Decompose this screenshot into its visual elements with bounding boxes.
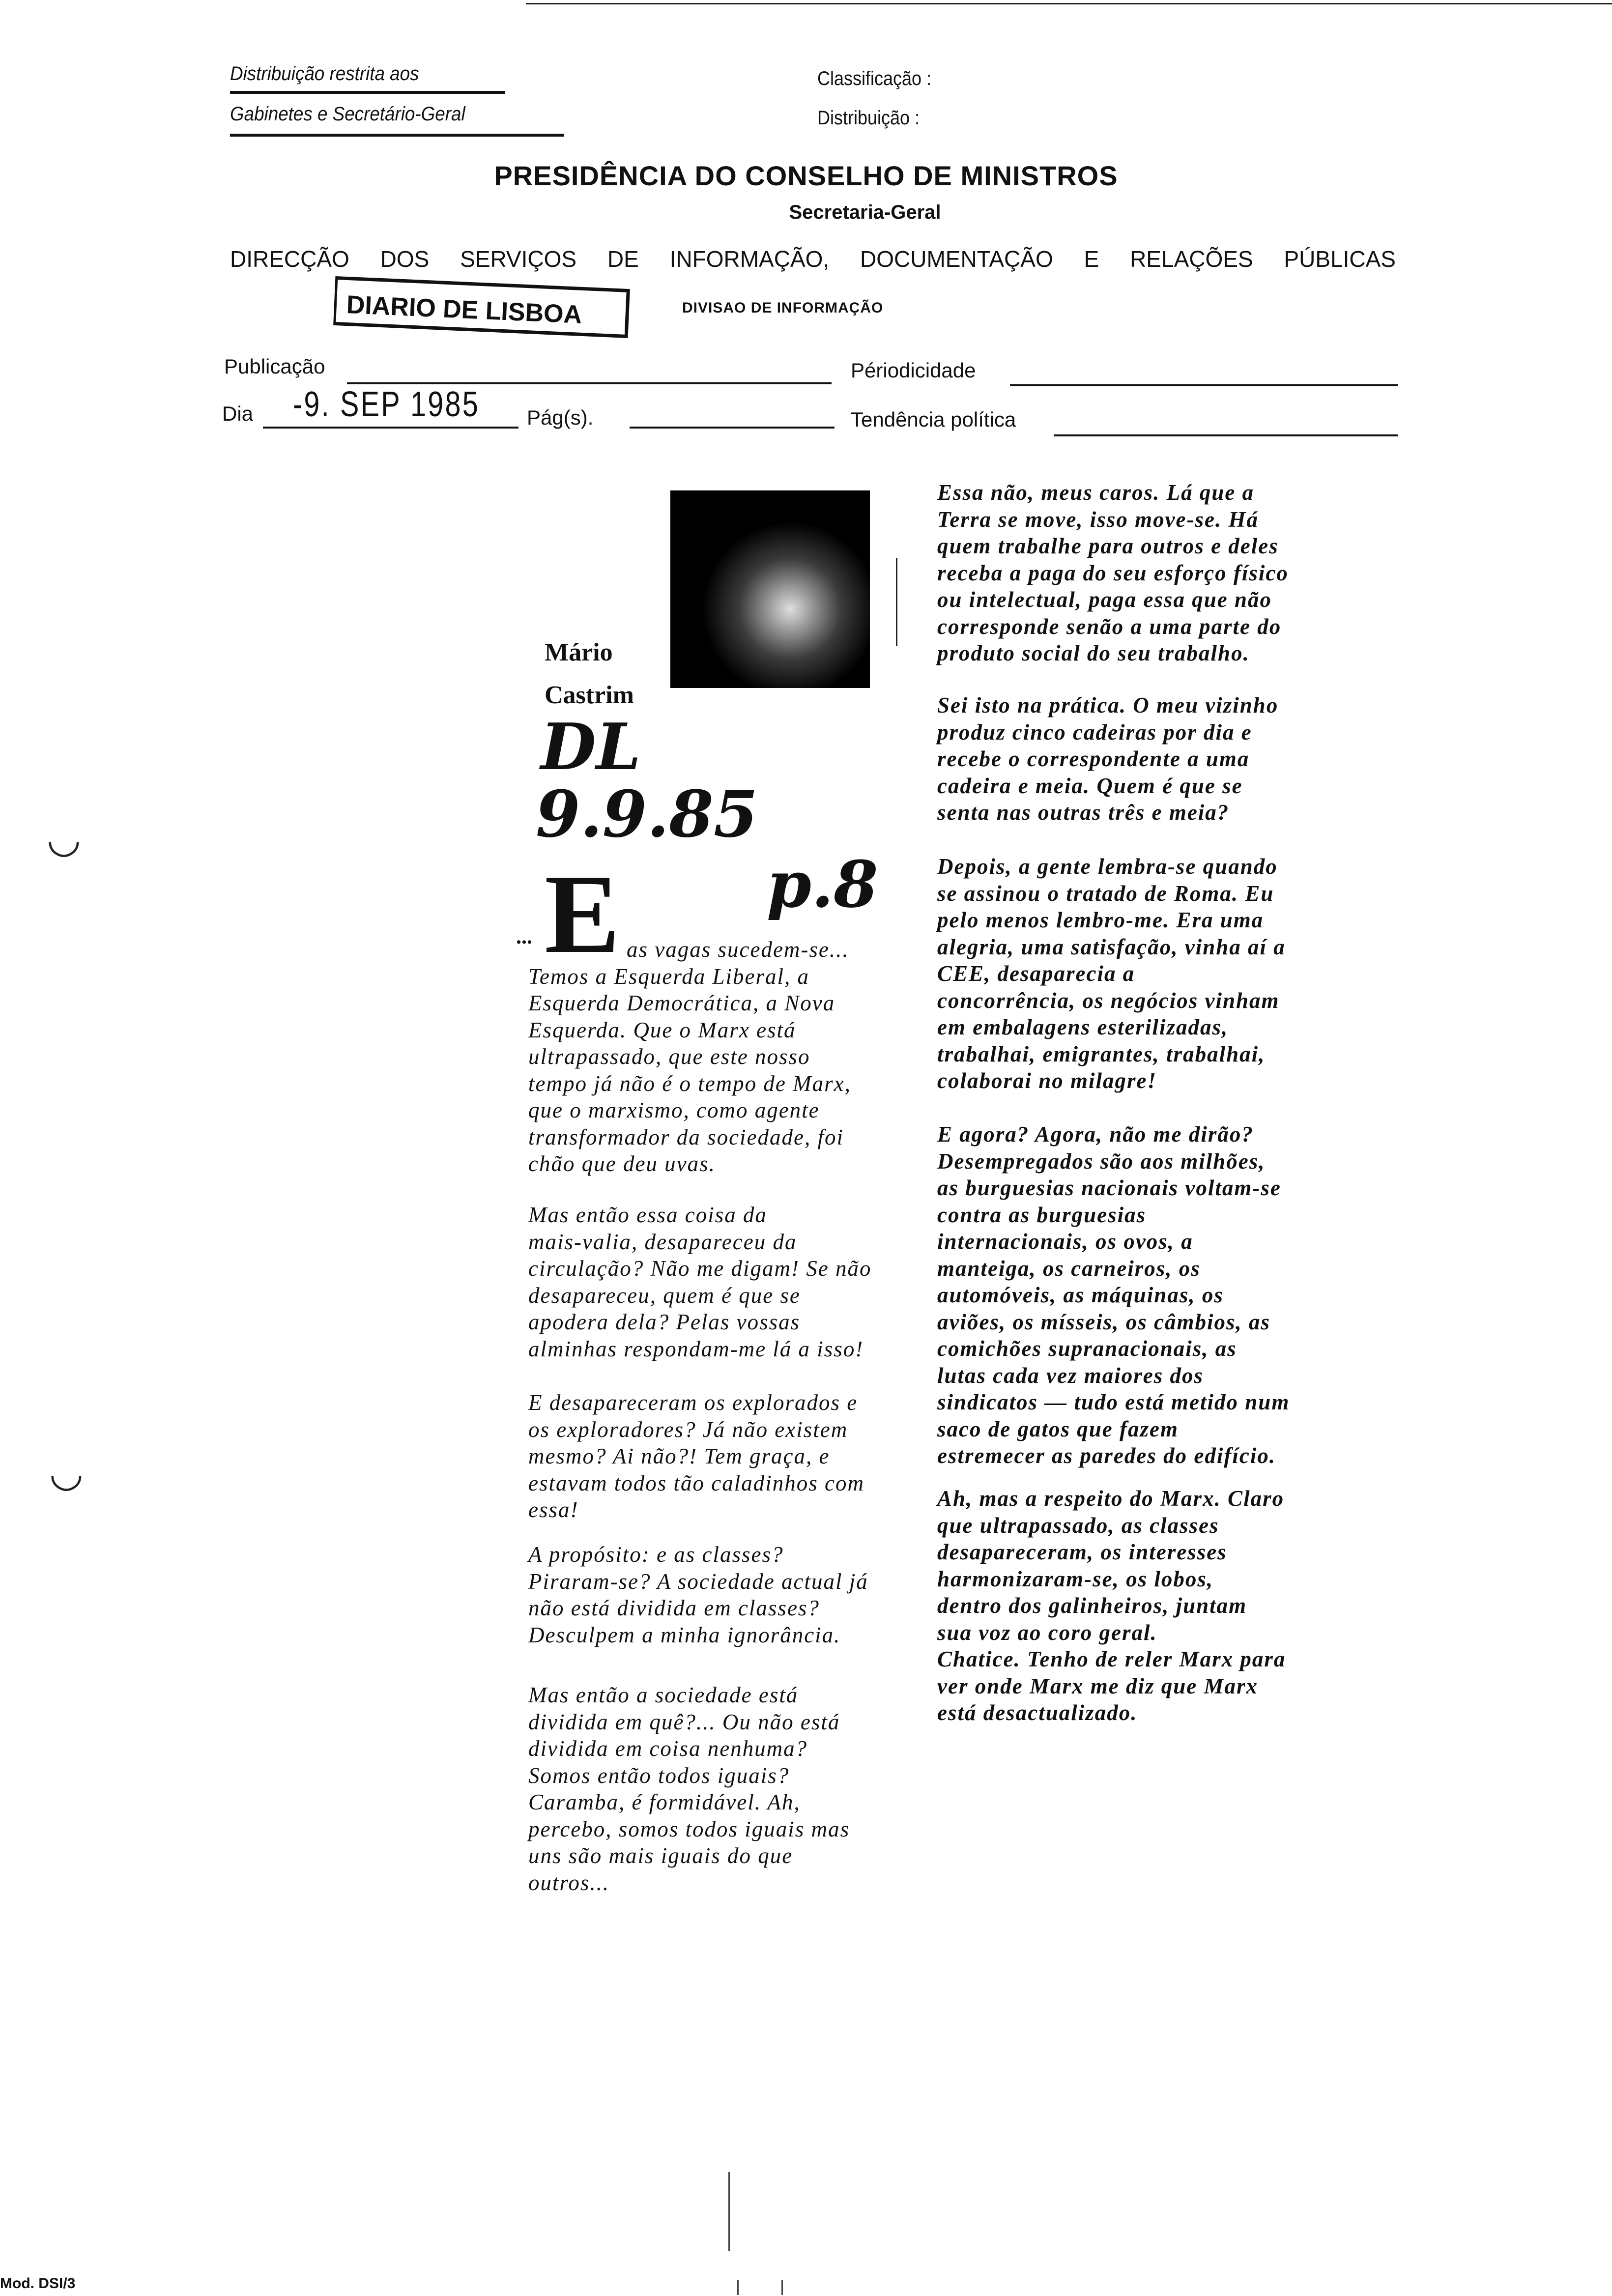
text-line: trabalhai, emigrantes, trabalhai, (937, 1041, 1266, 1066)
author-first-name: Mário (545, 638, 613, 666)
text-line: sindicatos — tudo está metido num (937, 1390, 1290, 1414)
text-line: as vagas sucedem-se... (627, 937, 849, 962)
drop-cap: E (545, 851, 620, 976)
text-line: transformador da sociedade, foi (528, 1124, 844, 1149)
directorate-word: E (1084, 246, 1099, 272)
day-label: Dia (222, 402, 254, 425)
text-line: automóveis, as máquinas, os (937, 1283, 1224, 1307)
text-line: cadeira e meia. Quem é que se (937, 773, 1243, 798)
text-line: aviões, os mísseis, os câmbios, as (937, 1309, 1271, 1334)
text-line: estremecer as paredes do edifício. (937, 1443, 1276, 1468)
lead-ellipsis: ... (516, 924, 532, 948)
top-border-line (526, 3, 1612, 4)
article-paragraph (528, 936, 851, 1177)
text-line: os exploradores? Já não existem (528, 1417, 848, 1442)
text-line: saco de gatos que fazem (937, 1416, 1179, 1441)
text-line: outros... (528, 1870, 610, 1895)
article-paragraph (528, 1389, 864, 1523)
text-line: está desactualizado. (937, 1700, 1138, 1725)
text-line: essa! (528, 1497, 579, 1522)
directorate-word: INFORMAÇÃO, (669, 246, 830, 272)
publication-label: Publicação (224, 355, 325, 378)
text-line: recebe o correspondente a uma (937, 746, 1250, 771)
directorate-word: DOCUMENTAÇÃO (860, 246, 1053, 272)
handwritten-note-page: p.8 (767, 847, 878, 922)
article-paragraph (937, 479, 1289, 667)
text-line: Esquerda. Que o Marx está (528, 1017, 796, 1042)
text-line: dentro dos galinheiros, juntam (937, 1593, 1247, 1618)
text-line: manteiga, os carneiros, os (937, 1256, 1201, 1281)
text-line: Depois, a gente lembra-se quando (937, 854, 1278, 879)
underline (230, 134, 564, 137)
directorate-word: RELAÇÕES (1130, 246, 1253, 272)
text-line: alegria, uma satisfação, vinha aí a (937, 934, 1286, 959)
underline (230, 91, 505, 94)
article-paragraph (937, 1485, 1286, 1726)
text-line: Somos então todos iguais? (528, 1763, 790, 1788)
text-line: se assinou o tratado de Roma. Eu (937, 881, 1274, 906)
text-line: dividida em quê?... Ou não está (528, 1709, 840, 1734)
directorate-word: SERVIÇOS (460, 246, 577, 272)
column-rule (896, 558, 897, 646)
form-code: Mod. DSI/3 (0, 2275, 76, 2292)
text-line: Essa não, meus caros. Lá que a (937, 480, 1255, 505)
text-line: Piraram-se? A sociedade actual já (528, 1569, 868, 1594)
text-line: que o marxismo, como agente (528, 1098, 820, 1122)
text-line: receba a paga do seu esforço físico (937, 560, 1289, 585)
text-line: dividida em coisa nenhuma? (528, 1736, 808, 1761)
text-line: E desapareceram os explorados e (528, 1390, 858, 1415)
text-line: corresponde senão a uma parte do (937, 614, 1282, 639)
handwritten-note-source: DL (541, 709, 641, 784)
scan-artifact-line (781, 2280, 783, 2295)
pages-label: Pág(s). (527, 406, 594, 429)
subtitle: Secretaria-Geral (789, 201, 941, 223)
restricted-distribution-line2: Gabinetes e Secretário-Geral (230, 103, 465, 125)
text-line: ou intelectual, paga essa que não (937, 587, 1272, 612)
text-line: as burguesias nacionais voltam-se (937, 1176, 1281, 1200)
text-line: Mas então essa coisa da (528, 1203, 767, 1227)
text-line: senta nas outras três e meia? (937, 800, 1230, 825)
text-line: circulação? Não me digam! Se não (528, 1256, 872, 1281)
text-line: Terra se move, isso move-se. Há (937, 507, 1259, 532)
text-line: Mas então a sociedade está (528, 1683, 799, 1707)
distribution-label: Distribuição : (817, 107, 920, 129)
text-line: alminhas respondam-me lá a isso! (528, 1336, 864, 1361)
political-tendency-label: Tendência política (851, 408, 1016, 431)
text-line: harmonizaram-se, os lobos, (937, 1566, 1214, 1591)
periodicity-field[interactable] (1010, 384, 1398, 386)
scan-margin-mark: ◡ (49, 1451, 84, 1494)
division-label: DIVISAO DE INFORMAÇÃO (682, 300, 884, 316)
text-line: ultrapassado, que este nosso (528, 1044, 810, 1069)
scan-artifact-line (728, 2172, 730, 2251)
text-line: Sei isto na prática. O meu vizinho (937, 693, 1279, 718)
text-line: Temos a Esquerda Liberal, a (528, 964, 809, 989)
directorate-word: DOS (380, 246, 430, 272)
scan-artifact-line (737, 2280, 739, 2295)
text-line: desapareceu, quem é que se (528, 1283, 801, 1308)
text-line: comichões supranacionais, as (937, 1336, 1237, 1361)
periodicity-label: Périodicidade (851, 359, 976, 382)
text-line: lutas cada vez maiores dos (937, 1363, 1204, 1388)
text-line: Esquerda Democrática, a Nova (528, 991, 835, 1015)
article-paragraph (937, 1121, 1290, 1469)
directorate-word: DIRECÇÃO (230, 246, 349, 272)
text-line: em embalagens esterilizadas, (937, 1015, 1229, 1039)
directorate-word: PÚBLICAS (1284, 246, 1396, 272)
directorate-heading (230, 246, 1396, 272)
text-line: não está dividida em classes? (528, 1596, 820, 1620)
article-paragraph (528, 1682, 850, 1896)
text-line: produz cinco cadeiras por dia e (937, 719, 1252, 745)
text-line: chão que deu uvas. (528, 1151, 716, 1176)
text-line: Ah, mas a respeito do Marx. Claro (937, 1486, 1285, 1511)
text-line: produto social do seu trabalho. (937, 641, 1250, 665)
political-tendency-field[interactable] (1054, 434, 1398, 436)
text-line: concorrência, os negócios vinham (937, 988, 1280, 1013)
text-line: desapareceram, os interesses (937, 1540, 1227, 1564)
page-title: PRESIDÊNCIA DO CONSELHO DE MINISTROS (494, 160, 1118, 191)
date-stamp: -9. SEP 1985 (293, 385, 480, 424)
article-paragraph (528, 1202, 871, 1362)
text-line: mesmo? Ai não?! Tem graça, e (528, 1444, 830, 1468)
text-line: tempo já não é o tempo de Marx, (528, 1071, 851, 1096)
newspaper-stamp: DIARIO DE LISBOA (333, 276, 630, 338)
text-line: internacionais, os ovos, a (937, 1229, 1193, 1254)
article-paragraph (528, 1541, 868, 1648)
text-line: ver onde Marx me diz que Marx (937, 1673, 1258, 1698)
restricted-distribution-line1: Distribuição restrita aos (230, 63, 419, 85)
text-line: estavam todos tão caladinhos com (528, 1470, 864, 1495)
classification-label: Classificação : (817, 68, 932, 89)
text-line: pelo menos lembro-me. Era uma (937, 908, 1264, 932)
article-paragraph (937, 692, 1278, 826)
text-line: que ultrapassado, as classes (937, 1513, 1219, 1538)
text-line: colaborai no milagre! (937, 1068, 1157, 1093)
day-field[interactable] (263, 427, 518, 429)
text-line: Caramba, é formidável. Ah, (528, 1790, 801, 1814)
text-line: uns são mais iguais do que (528, 1843, 793, 1868)
text-line: Chatice. Tenho de reler Marx para (937, 1647, 1286, 1671)
text-line: Desempregados são aos milhões, (937, 1148, 1266, 1174)
handwritten-note-date: 9.9.85 (536, 776, 758, 852)
directorate-word: DE (607, 246, 639, 272)
text-line: quem trabalhe para outros e deles (937, 534, 1279, 558)
text-line: contra as burguesias (937, 1202, 1147, 1227)
author-photo (670, 490, 870, 688)
author-last-name: Castrim (545, 681, 634, 709)
text-line: sua voz ao coro geral. (937, 1620, 1157, 1645)
text-line: E agora? Agora, não me dirão? (937, 1122, 1254, 1147)
text-line: A propósito: e as classes? (528, 1542, 784, 1567)
scan-margin-mark: ◡ (47, 817, 81, 861)
text-line: percebo, somos todos iguais mas (528, 1816, 850, 1841)
text-line: Desculpem a minha ignorância. (528, 1622, 841, 1647)
pages-field[interactable] (630, 427, 835, 429)
text-line: mais-valia, desapareceu da (528, 1229, 797, 1254)
text-line: apodera dela? Pelas vossas (528, 1310, 801, 1334)
article-paragraph (937, 853, 1286, 1094)
text-line: CEE, desaparecia a (937, 961, 1135, 986)
